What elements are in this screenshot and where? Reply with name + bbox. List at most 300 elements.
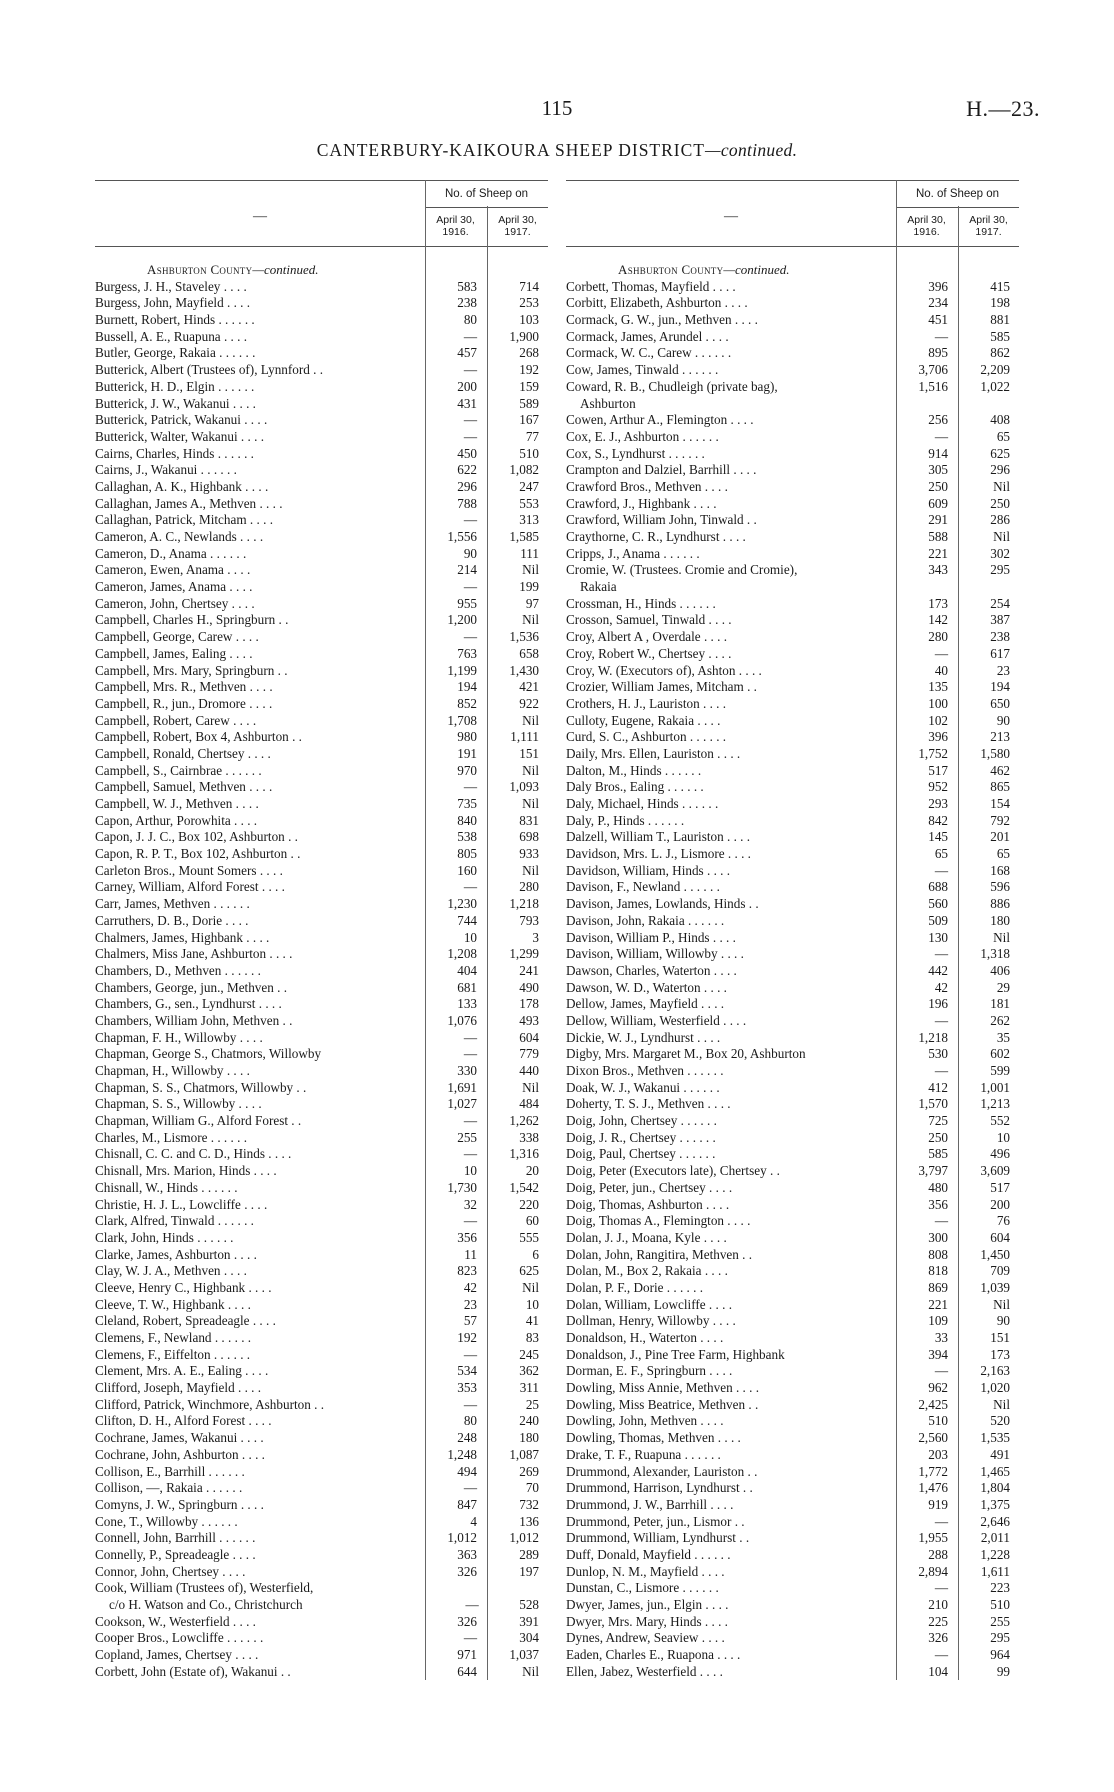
table-row bbox=[566, 1664, 1019, 1681]
owner-name-cell: Campbell, Charles H., Springburn . . bbox=[95, 612, 289, 628]
table-row bbox=[95, 930, 548, 947]
owner-name-cell: Cromie, W. (Trustees. Cromie and Cromie), bbox=[566, 562, 798, 578]
sheep-1917-cell: 2,011 bbox=[980, 1530, 1010, 1546]
sheep-1917-cell: 1,039 bbox=[980, 1279, 1010, 1295]
sheep-1917-cell: 1,611 bbox=[980, 1563, 1010, 1579]
table-row bbox=[95, 1614, 548, 1631]
table-row bbox=[95, 1180, 548, 1197]
sheep-1917-cell: 1,218 bbox=[509, 896, 539, 912]
sheep-1916-cell: — bbox=[463, 879, 477, 895]
sheep-1917-cell: Nil bbox=[993, 529, 1010, 544]
table-row bbox=[566, 646, 1019, 663]
sheep-1917-cell: 97 bbox=[525, 595, 539, 611]
table-row bbox=[95, 1564, 548, 1581]
sheep-1916-cell: 457 bbox=[457, 345, 477, 361]
sheep-1916-cell bbox=[425, 1580, 486, 1597]
sheep-1916-cell: 221 bbox=[928, 1296, 948, 1312]
table-row bbox=[95, 279, 548, 296]
sheep-1917-cell: 1,082 bbox=[509, 462, 539, 478]
owner-name-cell: Clifford, Joseph, Mayfield . . . . bbox=[95, 1380, 262, 1396]
sheep-1916-cell: 914 bbox=[928, 445, 948, 461]
sheep-1917-cell: Nil bbox=[522, 796, 539, 811]
sheep-1917-cell bbox=[959, 396, 1019, 413]
owner-name-cell: Collison, E., Barrhill . . . . . . bbox=[95, 1463, 245, 1479]
table-row bbox=[95, 1247, 548, 1264]
owner-name-cell: Carney, William, Alford Forest . . . . bbox=[95, 879, 285, 895]
owner-name-cell: Drummond, Peter, jun., Lismor . . bbox=[566, 1513, 745, 1529]
table-row bbox=[95, 312, 548, 329]
table-row bbox=[95, 496, 548, 513]
table-row bbox=[566, 1397, 1019, 1414]
sheep-1916-cell: 326 bbox=[457, 1563, 477, 1579]
owner-name-cell: Doherty, T. S. J., Methven . . . . bbox=[566, 1096, 731, 1112]
table-row bbox=[95, 1096, 548, 1113]
owner-name-cell: Crampton and Dalziel, Barrhill . . . . bbox=[566, 462, 757, 478]
sheep-1916-cell: — bbox=[934, 428, 948, 444]
sheep-1917-cell: 289 bbox=[519, 1546, 539, 1562]
table-row bbox=[95, 1063, 548, 1080]
sheep-1916-cell: 33 bbox=[934, 1330, 948, 1345]
table-row bbox=[95, 462, 548, 479]
sheep-1916-cell: 194 bbox=[457, 679, 477, 695]
table-row bbox=[95, 579, 548, 596]
owner-name-cell: Doak, W. J., Wakanui . . . . . . bbox=[566, 1079, 720, 1095]
owner-name-cell: Cormack, W. C., Carew . . . . . . bbox=[566, 345, 732, 361]
sheep-1916-cell: 763 bbox=[457, 645, 477, 661]
owner-name-cell: Croy, Albert A , Overdale . . . . bbox=[566, 629, 728, 645]
table-row bbox=[95, 1313, 548, 1330]
sheep-1916-cell: 300 bbox=[928, 1229, 948, 1245]
sheep-1917-cell: 933 bbox=[519, 846, 539, 862]
table-row bbox=[95, 1413, 548, 1430]
owner-name-cell: Crossman, H., Hinds . . . . . . bbox=[566, 595, 716, 611]
sheep-1917-cell: 1,262 bbox=[509, 1113, 539, 1129]
sheep-1917-cell: 496 bbox=[990, 1146, 1010, 1162]
sheep-1916-cell: 1,208 bbox=[447, 946, 477, 962]
table-row bbox=[95, 412, 548, 429]
owner-name-cell: Curd, S. C., Ashburton . . . . . . bbox=[566, 729, 727, 745]
sheep-1916-cell: 2,425 bbox=[918, 1396, 948, 1412]
sheep-1917-cell: 90 bbox=[996, 712, 1010, 728]
owner-name-cell: Donaldson, H., Waterton . . . . bbox=[566, 1330, 724, 1345]
sheep-1917-cell: Nil bbox=[522, 762, 539, 778]
table-row bbox=[566, 1647, 1019, 1664]
sheep-1917-cell: 881 bbox=[990, 312, 1010, 328]
table-row bbox=[95, 1380, 548, 1397]
table-row bbox=[566, 1297, 1019, 1314]
owner-name-cell: Cripps, J., Anama . . . . . . bbox=[566, 545, 700, 561]
sheep-1917-cell: 599 bbox=[990, 1063, 1010, 1078]
table-row bbox=[95, 913, 548, 930]
table-row bbox=[95, 1146, 548, 1163]
owner-name-cell: Clarke, James, Ashburton . . . . bbox=[95, 1246, 257, 1262]
table-row bbox=[95, 963, 548, 980]
owner-name-cell: Cochrane, James, Wakanui . . . . bbox=[95, 1430, 264, 1446]
owner-name-cell: Dalzell, William T., Lauriston . . . . bbox=[566, 829, 751, 845]
sheep-1916-cell: 296 bbox=[457, 478, 477, 494]
owner-name-cell: Corbett, John (Estate of), Wakanui . . bbox=[95, 1663, 291, 1679]
table-row bbox=[566, 1180, 1019, 1197]
sheep-1917-cell: 865 bbox=[990, 779, 1010, 795]
table-row bbox=[566, 1480, 1019, 1497]
owner-name-cell: Clark, John, Hinds . . . . . . bbox=[95, 1229, 234, 1245]
sheep-1917-cell: 1,465 bbox=[980, 1463, 1010, 1479]
table-row bbox=[566, 663, 1019, 680]
title-main: CANTERBURY-KAIKOURA SHEEP DISTRICT bbox=[316, 140, 705, 160]
table-row bbox=[95, 1597, 548, 1614]
sheep-1917-cell: 1,375 bbox=[980, 1496, 1010, 1512]
table-row bbox=[566, 1230, 1019, 1247]
sheep-1917-cell: Nil bbox=[993, 1296, 1010, 1312]
sheep-1916-cell: 517 bbox=[928, 762, 948, 778]
sheep-1917-cell: 491 bbox=[990, 1446, 1010, 1462]
sheep-1917-cell: 29 bbox=[996, 979, 1010, 995]
table-row bbox=[95, 345, 548, 362]
sheep-1917-cell: 65 bbox=[996, 428, 1010, 444]
table-row bbox=[95, 1030, 548, 1047]
sheep-1916-cell: 412 bbox=[928, 1079, 948, 1095]
owner-name-cell: Doig, Paul, Chertsey . . . . . . bbox=[566, 1146, 716, 1162]
sheep-1917-cell: Nil bbox=[522, 1079, 539, 1095]
sheep-1916-cell bbox=[899, 396, 958, 413]
owner-name-cell: Corbett, Thomas, Mayfield . . . . bbox=[566, 278, 736, 294]
sheep-1916-cell: 725 bbox=[928, 1113, 948, 1129]
table-row bbox=[566, 729, 1019, 746]
owner-name-cell: Drummond, Harrison, Lyndhurst . . bbox=[566, 1480, 753, 1496]
owner-name-cell: Dolan, William, Lowcliffe . . . . bbox=[566, 1296, 732, 1312]
sheep-1916-cell: 3,706 bbox=[918, 362, 948, 378]
table-row bbox=[95, 612, 548, 629]
owner-name-cell: Coward, R. B., Chudleigh (private bag), bbox=[566, 378, 778, 394]
owner-name-cell: Dolan, J. J., Moana, Kyle . . . . bbox=[566, 1229, 727, 1245]
owner-name-cell: Culloty, Eugene, Rakaia . . . . bbox=[566, 712, 721, 728]
sheep-1917-cell: 269 bbox=[519, 1463, 539, 1479]
owner-name-cell: Campbell, Samuel, Methven . . . . bbox=[95, 779, 273, 795]
sheep-1916-cell: — bbox=[465, 1597, 479, 1612]
owner-name-cell: Carr, James, Methven . . . . . . bbox=[95, 896, 250, 912]
sheep-1916-cell: 305 bbox=[928, 462, 948, 478]
owner-name-cell: Crothers, H. J., Lauriston . . . . bbox=[566, 695, 727, 711]
table-row bbox=[95, 896, 548, 913]
table-row bbox=[566, 863, 1019, 880]
sheep-1916-cell: 250 bbox=[928, 1129, 948, 1145]
owner-name-cell: Cormack, James, Arundel . . . . bbox=[566, 328, 729, 344]
sheep-1917-cell: 311 bbox=[519, 1380, 539, 1396]
table-row bbox=[95, 1330, 548, 1347]
owner-name-cell: Craythorne, C. R., Lyndhurst . . . . bbox=[566, 529, 746, 544]
sheep-1917-cell: Nil bbox=[522, 1663, 539, 1679]
owner-name-cell: Chambers, G., sen., Lyndhurst . . . . bbox=[95, 996, 282, 1012]
owner-name-cell: Clement, Mrs. A. E., Ealing . . . . bbox=[95, 1363, 269, 1379]
owner-name-cell: Chalmers, James, Highbank . . . . bbox=[95, 929, 270, 945]
sheep-1917-cell: Nil bbox=[993, 929, 1010, 945]
owner-name-cell: Butterick, J. W., Wakanui . . . . bbox=[95, 395, 256, 411]
table-row bbox=[566, 930, 1019, 947]
sheep-1916-cell: 823 bbox=[457, 1263, 477, 1279]
owner-name-cell: Cameron, James, Anama . . . . bbox=[95, 579, 253, 595]
sheep-1916-cell: 40 bbox=[934, 662, 948, 678]
table-row bbox=[566, 1080, 1019, 1097]
table-row bbox=[566, 1497, 1019, 1514]
owner-name-cell: Cone, T., Willowby . . . . . . bbox=[95, 1513, 238, 1529]
sheep-1917-cell: 1,001 bbox=[980, 1079, 1010, 1095]
sheep-1916-cell: 326 bbox=[457, 1613, 477, 1629]
sheep-1917-cell: 35 bbox=[996, 1029, 1010, 1045]
sheep-1916-cell: 291 bbox=[928, 512, 948, 528]
sheep-1916-cell: 1,516 bbox=[918, 378, 948, 394]
table-row bbox=[95, 1630, 548, 1647]
table-row bbox=[566, 1197, 1019, 1214]
sheep-1916-cell: — bbox=[934, 1012, 948, 1028]
sheep-1916-cell: — bbox=[934, 1580, 948, 1596]
owner-name-cell: Croy, W. (Executors of), Ashton . . . . bbox=[566, 662, 762, 678]
owner-name-cell: Dolan, M., Box 2, Rakaia . . . . bbox=[566, 1263, 728, 1279]
table-row bbox=[566, 1096, 1019, 1113]
owner-name-cell: Campbell, W. J., Methven . . . . bbox=[95, 796, 259, 811]
table-row bbox=[95, 1464, 548, 1481]
table-row bbox=[95, 980, 548, 997]
owner-name-cell: Dowling, John, Methven . . . . bbox=[566, 1413, 724, 1429]
table-row bbox=[95, 646, 548, 663]
table-row bbox=[95, 479, 548, 496]
table-row bbox=[95, 1397, 548, 1414]
owner-name-cell: Cookson, W., Westerfield . . . . bbox=[95, 1613, 256, 1629]
owner-name-cell: Cleeve, T. W., Highbank . . . . bbox=[95, 1296, 251, 1312]
owner-name-cell: Chisnall, Mrs. Marion, Hinds . . . . bbox=[95, 1163, 277, 1179]
sheep-1916-cell: 356 bbox=[457, 1229, 477, 1245]
table-row bbox=[95, 1230, 548, 1247]
sheep-1916-cell: — bbox=[463, 1046, 477, 1062]
sheep-1916-cell: 109 bbox=[928, 1313, 948, 1329]
table-row bbox=[95, 996, 548, 1013]
sheep-1916-cell: 869 bbox=[928, 1279, 948, 1295]
sheep-1917-cell: 391 bbox=[519, 1613, 539, 1629]
owner-name-cell: Butterick, Walter, Wakanui . . . . bbox=[95, 428, 264, 444]
sheep-1917-cell: 238 bbox=[990, 629, 1010, 645]
owner-name-cell: Butterick, H. D., Elgin . . . . . . bbox=[95, 378, 255, 394]
left-header-dash: — bbox=[253, 209, 267, 224]
sheep-1917-cell: 262 bbox=[990, 1012, 1010, 1028]
owner-name-cell: Cleeve, Henry C., Highbank . . . . bbox=[95, 1279, 272, 1295]
sheep-1917-cell: 1,037 bbox=[509, 1647, 539, 1663]
sheep-1917-cell: 10 bbox=[996, 1129, 1010, 1145]
table-row bbox=[566, 1413, 1019, 1430]
table-row bbox=[95, 1046, 548, 1063]
owner-name-cell: Cormack, G. W., jun., Methven . . . . bbox=[566, 312, 758, 328]
sheep-1916-cell: 102 bbox=[928, 712, 948, 728]
sheep-1916-cell: 509 bbox=[928, 912, 948, 928]
sheep-1916-cell: 11 bbox=[464, 1246, 477, 1262]
sheep-1916-cell: 173 bbox=[928, 595, 948, 611]
sheep-1916-cell: 238 bbox=[457, 295, 477, 311]
sheep-1916-cell: — bbox=[934, 1063, 948, 1078]
sheep-1917-cell: 241 bbox=[519, 962, 539, 978]
sheep-1917-cell: 197 bbox=[519, 1563, 539, 1579]
sheep-1916-cell: 1,476 bbox=[918, 1480, 948, 1496]
sheep-1917-cell: 421 bbox=[519, 679, 539, 695]
owner-name-cell: Davison, John, Rakaia . . . . . . bbox=[566, 912, 725, 928]
sheep-1917-cell: 2,646 bbox=[980, 1513, 1010, 1529]
sheep-1916-cell: 1,730 bbox=[447, 1179, 477, 1195]
owner-name-cell: Dunlop, N. M., Mayfield . . . . bbox=[566, 1563, 725, 1579]
owner-name-cell: Dickie, W. J., Lyndhurst . . . . bbox=[566, 1029, 721, 1045]
owner-name-cell: Dawson, W. D., Waterton . . . . bbox=[566, 979, 727, 995]
sheep-1916-cell: 805 bbox=[457, 846, 477, 862]
sheep-1916-cell: 585 bbox=[928, 1146, 948, 1162]
owner-name-cell: Doig, Thomas, Ashburton . . . . bbox=[566, 1196, 730, 1212]
sheep-1916-cell: — bbox=[934, 1647, 948, 1663]
table-row bbox=[566, 1630, 1019, 1647]
table-row bbox=[566, 1614, 1019, 1631]
table-row bbox=[566, 1430, 1019, 1447]
sheep-1917-cell: 1,804 bbox=[980, 1480, 1010, 1496]
owner-name-cell: Dolan, John, Rangitira, Methven . . bbox=[566, 1246, 753, 1262]
owner-name-cell: Drummond, William, Lyndhurst . . bbox=[566, 1530, 750, 1546]
owner-name-cell: Dowling, Miss Annie, Methven . . . . bbox=[566, 1380, 760, 1396]
table-row bbox=[566, 1146, 1019, 1163]
sheep-1916-cell: — bbox=[463, 1213, 477, 1229]
sheep-1917-cell: 178 bbox=[519, 996, 539, 1012]
sheep-1916-cell: 840 bbox=[457, 812, 477, 828]
owner-name-cell: Cooper Bros., Lowcliffe . . . . . . bbox=[95, 1630, 264, 1646]
sheep-1917-cell: 1,542 bbox=[509, 1179, 539, 1195]
sheep-1917-cell: 1,535 bbox=[980, 1430, 1010, 1446]
sheep-1917-cell: 103 bbox=[519, 312, 539, 328]
table-row bbox=[95, 529, 548, 546]
owner-name-cell: Crozier, William James, Mitcham . . bbox=[566, 679, 757, 695]
owner-name-cell: Cairns, J., Wakanui . . . . . . bbox=[95, 462, 237, 478]
sheep-1916-cell: — bbox=[934, 328, 948, 344]
owner-name-cell: Burnett, Robert, Hinds . . . . . . bbox=[95, 312, 255, 328]
owner-name-cell: Drummond, J. W., Barrhill . . . . bbox=[566, 1496, 734, 1512]
sheep-1917-cell: 6 bbox=[532, 1246, 539, 1262]
table-row bbox=[95, 1580, 548, 1597]
sheep-1917-cell: 168 bbox=[990, 862, 1010, 878]
sheep-1917-cell: 625 bbox=[990, 445, 1010, 461]
owner-name-cell: Dollman, Henry, Willowby . . . . bbox=[566, 1313, 736, 1329]
sheep-1917-cell: 922 bbox=[519, 695, 539, 711]
sheep-1916-cell: 970 bbox=[457, 762, 477, 778]
left-table-header bbox=[95, 180, 548, 247]
sheep-1916-cell: 288 bbox=[928, 1546, 948, 1562]
sheep-1917-cell: 180 bbox=[990, 912, 1010, 928]
sheep-1916-cell: 1,955 bbox=[918, 1530, 948, 1546]
table-row bbox=[95, 1514, 548, 1531]
table-row bbox=[95, 829, 548, 846]
owner-name-cell: Doig, Peter, jun., Chertsey . . . . bbox=[566, 1179, 733, 1195]
sheep-1917-cell: 1,900 bbox=[509, 328, 539, 344]
owner-name-cell: Charles, M., Lismore . . . . . . bbox=[95, 1129, 248, 1145]
sheep-1917-cell: 192 bbox=[519, 362, 539, 378]
owner-name-cell: Chapman, William G., Alford Forest . . bbox=[95, 1113, 302, 1129]
sheep-1916-cell: — bbox=[463, 1113, 477, 1129]
owner-name-cell: Campbell, R., jun., Dromore . . . . bbox=[95, 695, 273, 711]
owner-name-cell: Callaghan, Patrick, Mitcham . . . . bbox=[95, 512, 273, 528]
owner-name-cell: Butterick, Patrick, Wakanui . . . . bbox=[95, 412, 268, 428]
owner-name-cell: Drake, T. F., Ruapuna . . . . . . bbox=[566, 1446, 721, 1462]
table-row bbox=[95, 663, 548, 680]
sheep-1916-cell: 1,556 bbox=[447, 529, 477, 544]
owner-name-cell: Donaldson, J., Pine Tree Farm, Highbank bbox=[566, 1346, 785, 1362]
sheep-1916-cell: 583 bbox=[457, 278, 477, 294]
sheep-1916-cell: 955 bbox=[457, 595, 477, 611]
sheep-1916-cell: 852 bbox=[457, 695, 477, 711]
table-row bbox=[566, 996, 1019, 1013]
sheep-1917-cell: 964 bbox=[990, 1647, 1010, 1663]
sheep-1917-cell: 625 bbox=[519, 1263, 539, 1279]
table-row bbox=[566, 1013, 1019, 1030]
table-row bbox=[566, 496, 1019, 513]
sheep-1917-cell: 286 bbox=[990, 512, 1010, 528]
table-row bbox=[566, 1347, 1019, 1364]
sheep-1917-cell: 462 bbox=[990, 762, 1010, 778]
table-row bbox=[566, 379, 1019, 396]
owner-name-cell: Davison, William, Willowby . . . . bbox=[566, 946, 744, 962]
table-row bbox=[566, 362, 1019, 379]
sheep-1916-cell: 23 bbox=[463, 1296, 477, 1312]
document-reference: H.—23. bbox=[966, 96, 1040, 121]
sheep-1916-cell: 788 bbox=[457, 495, 477, 511]
table-row bbox=[95, 796, 548, 813]
sheep-1916-cell: 744 bbox=[457, 912, 477, 928]
owner-name-cell: Rakaia bbox=[580, 579, 617, 595]
sheep-1916-cell: 735 bbox=[457, 796, 477, 811]
sheep-1916-cell: 256 bbox=[928, 412, 948, 428]
sheep-1916-cell: 847 bbox=[457, 1496, 477, 1512]
sheep-1916-cell: — bbox=[463, 328, 477, 344]
table-row bbox=[566, 1580, 1019, 1597]
owner-name-cell: Dunstan, C., Lismore . . . . . . bbox=[566, 1580, 719, 1596]
sheep-1916-cell: 1,218 bbox=[918, 1029, 948, 1045]
sheep-1917-cell: 250 bbox=[990, 495, 1010, 511]
owner-name-cell: Clifton, D. H., Alford Forest . . . . bbox=[95, 1413, 272, 1429]
sheep-1917-cell: 1,020 bbox=[980, 1380, 1010, 1396]
sheep-1916-cell: 919 bbox=[928, 1496, 948, 1512]
owner-name-cell: Daly, Michael, Hinds . . . . . . bbox=[566, 796, 719, 811]
table-row bbox=[95, 813, 548, 830]
owner-name-cell: Digby, Mrs. Margaret M., Box 20, Ashburton bbox=[566, 1046, 806, 1062]
table-row bbox=[566, 896, 1019, 913]
sheep-1916-cell: — bbox=[934, 645, 948, 661]
table-row bbox=[566, 713, 1019, 730]
owner-name-cell: Clemens, F., Eiffelton . . . . . . bbox=[95, 1346, 251, 1362]
sheep-1916-cell: 80 bbox=[463, 312, 477, 328]
sheep-1917-cell: 552 bbox=[990, 1113, 1010, 1129]
table-row bbox=[566, 1263, 1019, 1280]
sheep-1916-cell: 100 bbox=[928, 695, 948, 711]
table-row bbox=[95, 295, 548, 312]
sheep-1917-cell: 792 bbox=[990, 812, 1010, 828]
sheep-1917-cell: 99 bbox=[996, 1663, 1010, 1679]
sheep-1917-cell: 490 bbox=[519, 979, 539, 995]
sheep-1916-cell: 842 bbox=[928, 812, 948, 828]
right-header-year-1917: April 30, 1917. bbox=[969, 214, 1008, 238]
sheep-1916-cell: 42 bbox=[463, 1279, 477, 1295]
sheep-1916-cell: 130 bbox=[928, 929, 948, 945]
sheep-1917-cell: 136 bbox=[519, 1513, 539, 1529]
table-row bbox=[566, 546, 1019, 563]
owner-name-cell: Crawford, William John, Tinwald . . bbox=[566, 512, 757, 528]
sheep-1917-cell: 199 bbox=[519, 579, 539, 595]
sheep-1916-cell: 255 bbox=[457, 1129, 477, 1145]
table-row bbox=[566, 846, 1019, 863]
table-row bbox=[566, 1130, 1019, 1147]
sheep-1916-cell: 808 bbox=[928, 1246, 948, 1262]
sheep-1917-cell: 200 bbox=[990, 1196, 1010, 1212]
sheep-1917-cell: 1,111 bbox=[510, 729, 539, 745]
owner-name-cell: Cook, William (Trustees of), Westerfield, bbox=[95, 1580, 314, 1596]
table-row bbox=[566, 1547, 1019, 1564]
